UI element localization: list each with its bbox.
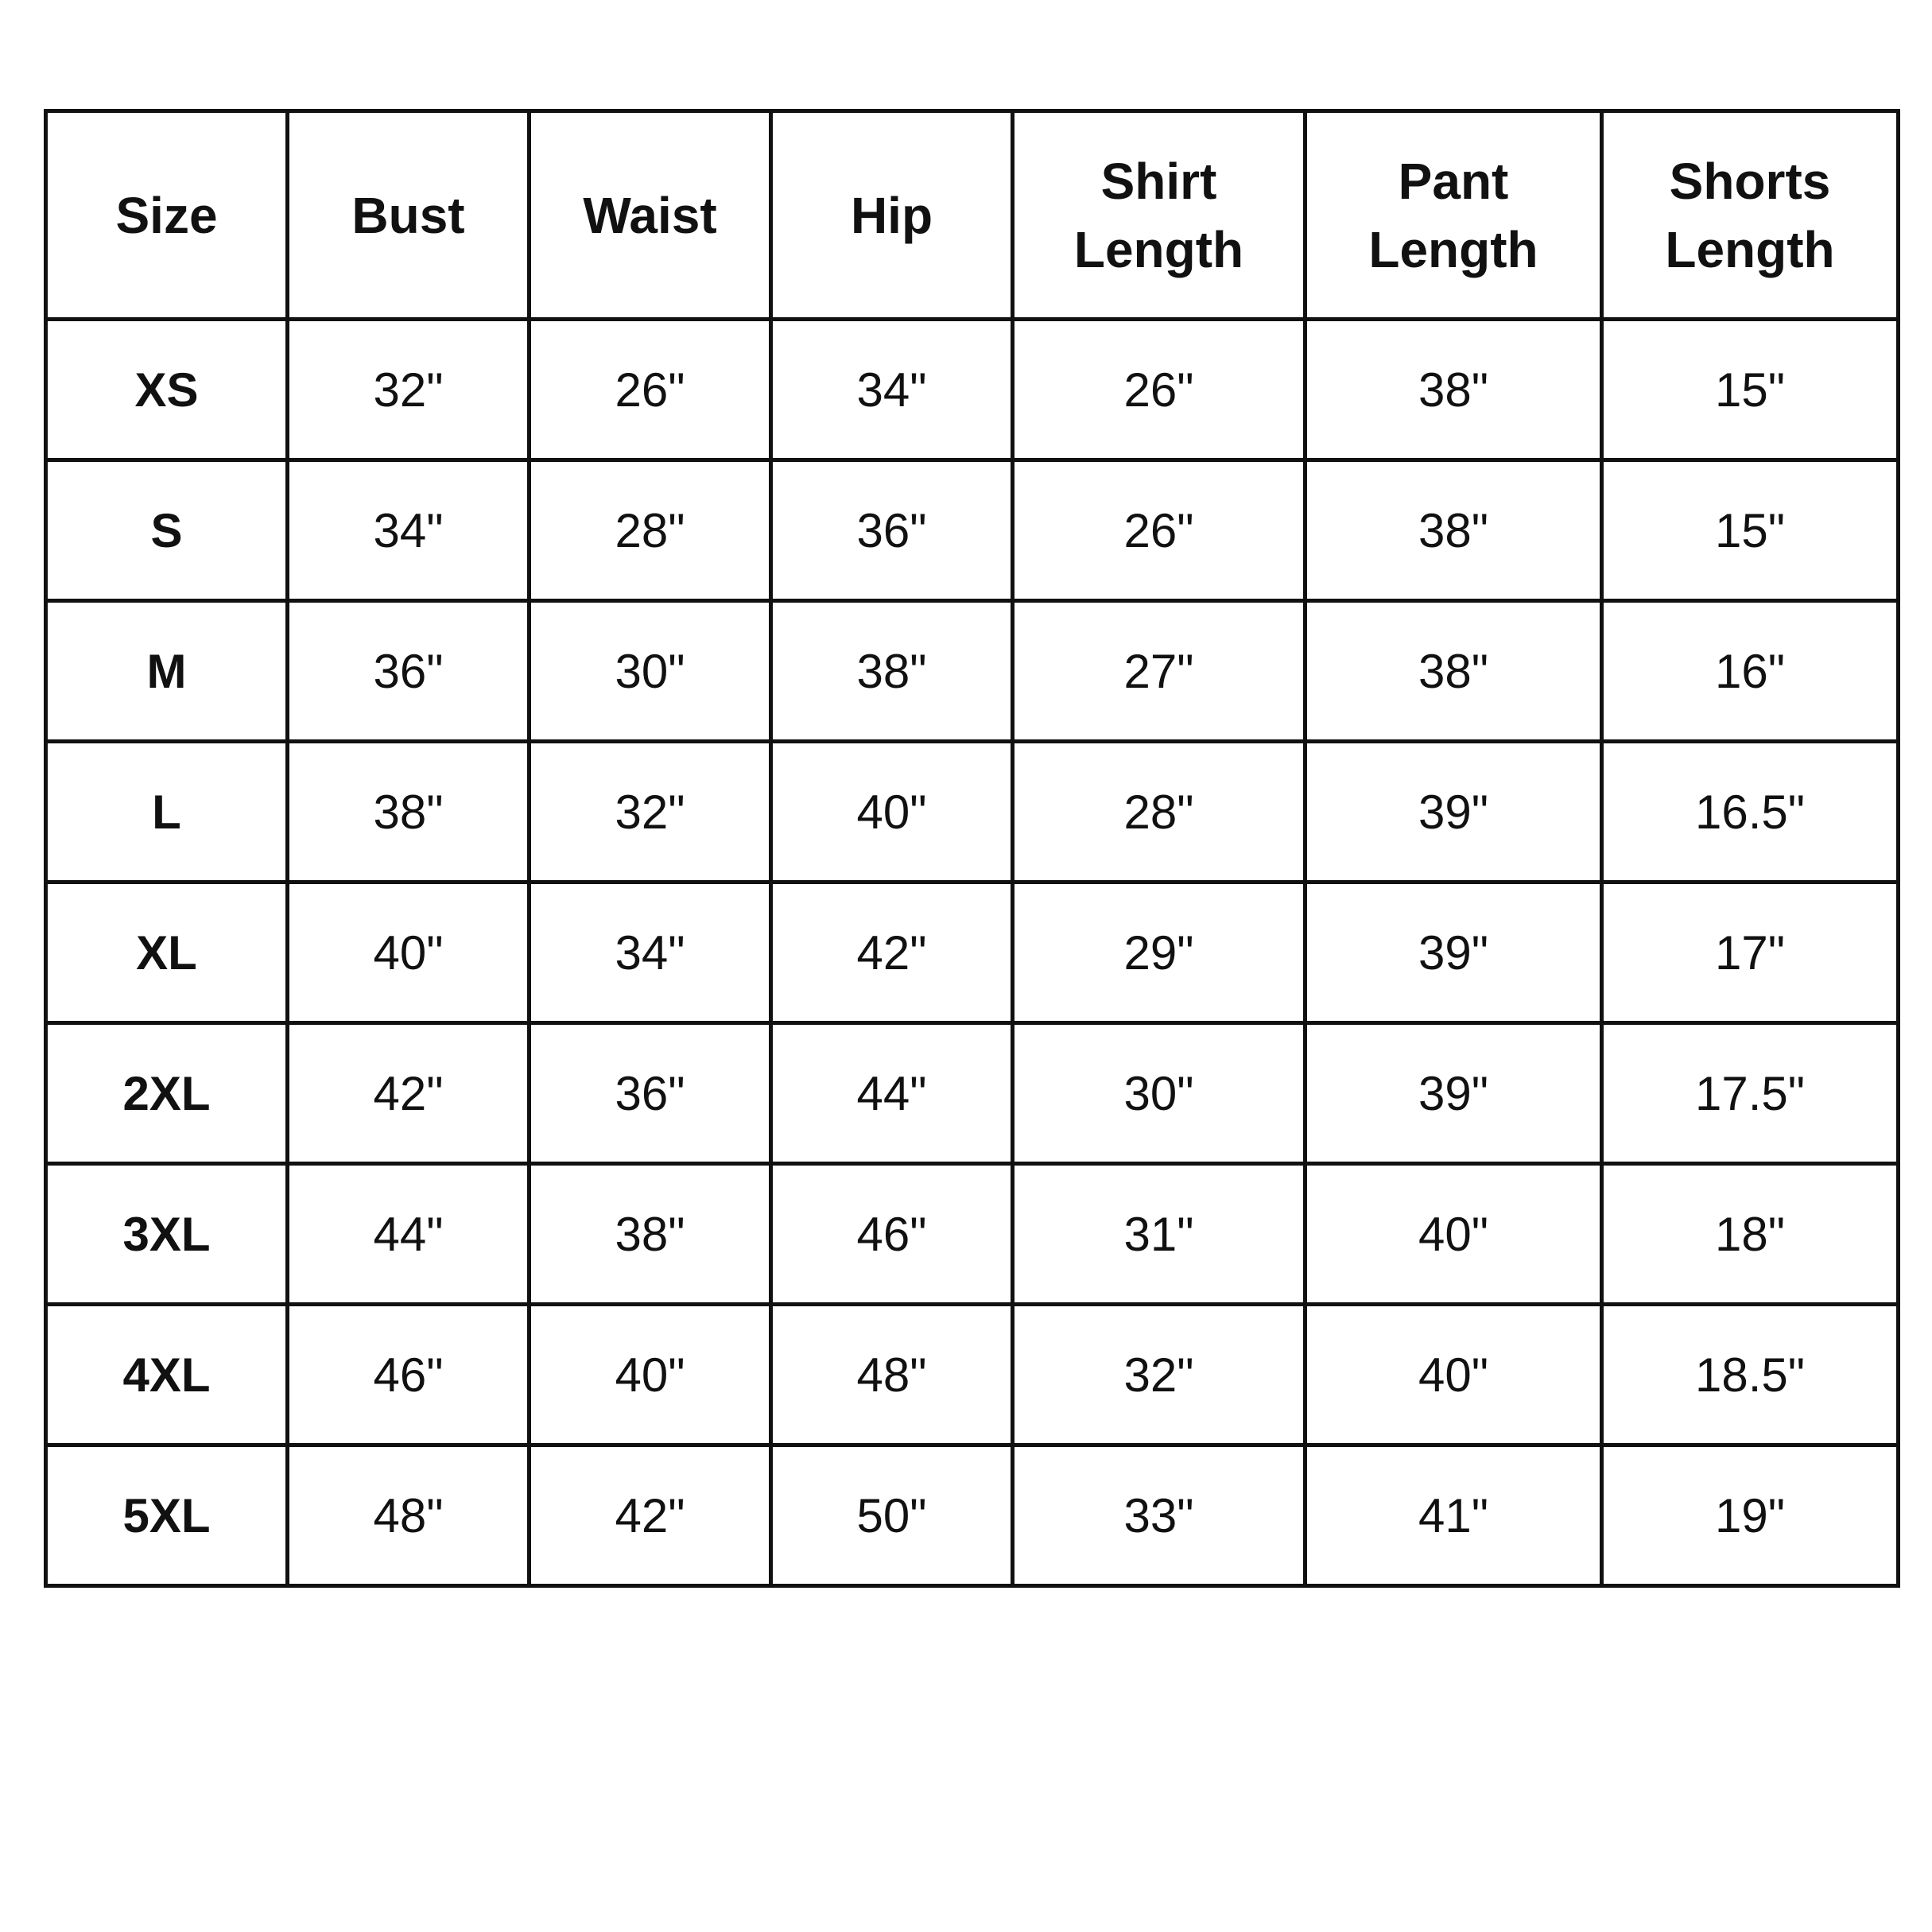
header-waist	[530, 111, 771, 320]
cell-shorts-length: 17.5"	[1602, 1023, 1899, 1164]
cell-pant-length: 39"	[1305, 742, 1602, 883]
cell-size: S	[46, 460, 288, 601]
cell-size: 3XL	[46, 1164, 288, 1305]
cell-bust: 42"	[288, 1023, 530, 1164]
header-bust-label: Bust	[351, 186, 465, 244]
cell-pant-length: 41"	[1305, 1445, 1602, 1586]
cell-waist: 34"	[530, 883, 771, 1023]
cell-size: XL	[46, 883, 288, 1023]
cell-pant-length: 38"	[1305, 320, 1602, 460]
header-pant-length-line1: Pant	[1398, 152, 1509, 210]
cell-size: 2XL	[46, 1023, 288, 1164]
cell-pant-length: 39"	[1305, 1023, 1602, 1164]
cell-waist: 36"	[530, 1023, 771, 1164]
header-shorts-length	[1602, 111, 1899, 320]
cell-shorts-length: 16"	[1602, 601, 1899, 742]
cell-pant-length: 38"	[1305, 601, 1602, 742]
table-row	[46, 883, 1899, 1023]
cell-waist: 38"	[530, 1164, 771, 1305]
cell-bust: 36"	[288, 601, 530, 742]
cell-hip: 48"	[771, 1305, 1013, 1445]
cell-size: 4XL	[46, 1305, 288, 1445]
cell-shirt-length: 26"	[1013, 320, 1305, 460]
cell-pant-length: 40"	[1305, 1164, 1602, 1305]
cell-waist: 42"	[530, 1445, 771, 1586]
cell-shirt-length: 29"	[1013, 883, 1305, 1023]
header-shorts-length-line2: Length	[1665, 220, 1835, 278]
table-row	[46, 1023, 1899, 1164]
cell-bust: 40"	[288, 883, 530, 1023]
cell-shorts-length: 19"	[1602, 1445, 1899, 1586]
cell-bust: 48"	[288, 1445, 530, 1586]
cell-bust: 44"	[288, 1164, 530, 1305]
table-row	[46, 1445, 1899, 1586]
cell-shirt-length: 33"	[1013, 1445, 1305, 1586]
cell-shorts-length: 15"	[1602, 460, 1899, 601]
cell-waist: 28"	[530, 460, 771, 601]
header-shirt-length	[1013, 111, 1305, 320]
cell-waist: 30"	[530, 601, 771, 742]
table-row	[46, 460, 1899, 601]
header-size-label: Size	[115, 186, 218, 244]
cell-size: M	[46, 601, 288, 742]
header-shirt-length-line2: Length	[1073, 220, 1244, 278]
cell-shorts-length: 16.5"	[1602, 742, 1899, 883]
cell-waist: 32"	[530, 742, 771, 883]
cell-pant-length: 40"	[1305, 1305, 1602, 1445]
cell-waist: 40"	[530, 1305, 771, 1445]
cell-shirt-length: 30"	[1013, 1023, 1305, 1164]
size-chart-table	[44, 109, 1900, 1588]
cell-size: L	[46, 742, 288, 883]
cell-shorts-length: 18"	[1602, 1164, 1899, 1305]
table-body	[46, 320, 1899, 1586]
cell-size: 5XL	[46, 1445, 288, 1586]
cell-shorts-length: 15"	[1602, 320, 1899, 460]
cell-hip: 50"	[771, 1445, 1013, 1586]
cell-waist: 26"	[530, 320, 771, 460]
cell-bust: 32"	[288, 320, 530, 460]
cell-shirt-length: 28"	[1013, 742, 1305, 883]
cell-hip: 46"	[771, 1164, 1013, 1305]
header-shirt-length-line1: Shirt	[1100, 152, 1217, 210]
table-row	[46, 320, 1899, 460]
cell-shirt-length: 32"	[1013, 1305, 1305, 1445]
cell-hip: 36"	[771, 460, 1013, 601]
table-row	[46, 601, 1899, 742]
header-hip	[771, 111, 1013, 320]
cell-bust: 34"	[288, 460, 530, 601]
cell-shirt-length: 31"	[1013, 1164, 1305, 1305]
table-row	[46, 1164, 1899, 1305]
header-pant-length	[1305, 111, 1602, 320]
header-bust	[288, 111, 530, 320]
cell-pant-length: 38"	[1305, 460, 1602, 601]
header-pant-length-line2: Length	[1368, 220, 1538, 278]
table-row	[46, 1305, 1899, 1445]
cell-hip: 34"	[771, 320, 1013, 460]
header-row	[46, 111, 1899, 320]
cell-pant-length: 39"	[1305, 883, 1602, 1023]
header-size	[46, 111, 288, 320]
cell-hip: 38"	[771, 601, 1013, 742]
cell-size: XS	[46, 320, 288, 460]
table-row	[46, 742, 1899, 883]
cell-shorts-length: 18.5"	[1602, 1305, 1899, 1445]
cell-hip: 44"	[771, 1023, 1013, 1164]
cell-shirt-length: 26"	[1013, 460, 1305, 601]
header-hip-label: Hip	[850, 186, 933, 244]
cell-bust: 46"	[288, 1305, 530, 1445]
cell-bust: 38"	[288, 742, 530, 883]
cell-shirt-length: 27"	[1013, 601, 1305, 742]
cell-shorts-length: 17"	[1602, 883, 1899, 1023]
header-shorts-length-line1: Shorts	[1669, 152, 1831, 210]
cell-hip: 42"	[771, 883, 1013, 1023]
header-waist-label: Waist	[583, 186, 717, 244]
cell-hip: 40"	[771, 742, 1013, 883]
